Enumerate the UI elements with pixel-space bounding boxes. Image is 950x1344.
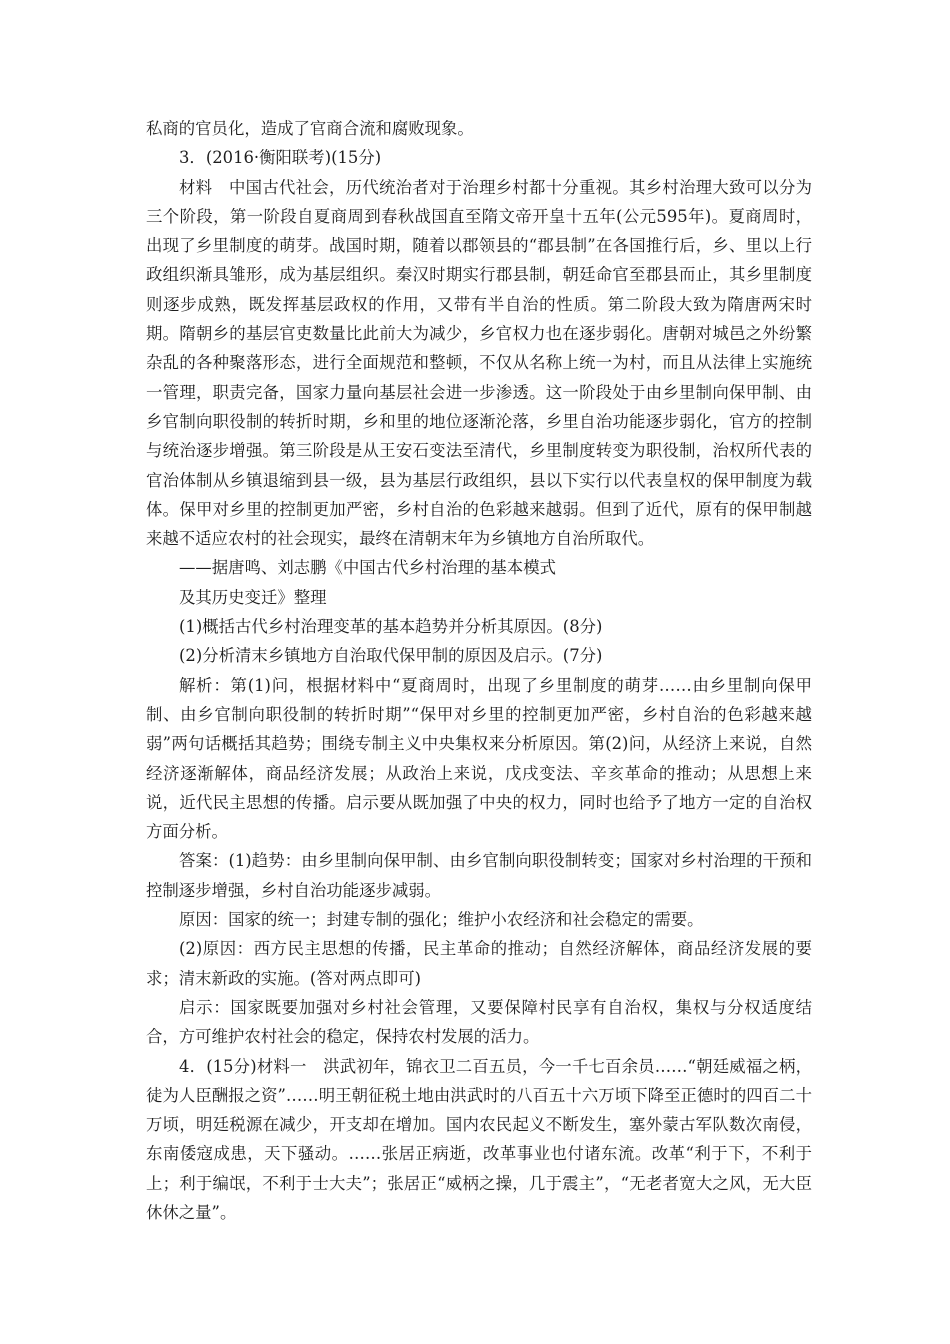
question-3-material: 材料 中国古代社会，历代统治者对于治理乡村都十分重视。其乡村治理大致可以分为三个阶段，第一阶段自夏商周到春秋战国直至隋文帝开皇十五年(公元595年)。夏商周时，出现了乡里制度的萌芽。战国时期，随着以郡领县的“郡县制”在各国推行后，乡、里以上行政组织渐具雏形，成为基层组织。秦汉时期实行郡县制，朝廷命官至郡县而止，其乡里制度则逐步成熟，既发挥基层政权的作用，又带有半自治的性质。第二阶段大致为隋唐两宋时期。隋朝乡的基层官吏数量比此前大为减少，乡官权力也在逐步弱化。唐朝对城邑之外纷繁杂乱的各种聚落形态，进行全面规范和整顿，不仅从名称上统一为村，而且从法律上实施统一管理，职责完备，国家力量向基层社会进一步渗透。这一阶段处于由乡里制向保甲制、由乡官制向职役制的转折时期，乡和里的地位逐渐沦落，乡里自治功能逐步弱化，官方的控制与统治逐步增强。第三阶段是从王安石变法至清代，乡里制度转变为职役制，治权所代表的官治体制从乡镇退缩到县一级，县为基层行政组织，县以下实行以代表皇权的保甲制度为载体。保甲对乡里的控制更加严密，乡村自治的色彩越来越弱。但到了近代，原有的保甲制越来越不适应农村的社会现实，最终在清朝末年为乡镇地方自治所取代。 [146, 177, 812, 549]
question-3-answer-2-insight: 启示：国家既要加强对乡村社会管理，又要保障村民享有自治权，集权与分权适度结合，方可维护农村社会的稳定，保持农村发展的活力。 [146, 997, 812, 1047]
question-3-answer-1-reason: 原因：国家的统一；封建专制的强化；维护小农经济和社会稳定的需要。 [179, 910, 704, 930]
question-3-source-line-2: 及其历史变迁》整理 [179, 587, 327, 607]
question-3-answer-2: (2)原因：西方民主思想的传播，民主革命的推动；自然经济解体，商品经济发展的要求；清末新政的实施。(答对两点即可) [146, 939, 812, 988]
document-page [146, 114, 812, 1227]
question-3-subquestion-2: (2)分析清末乡镇地方自治取代保甲制的原因及启示。(7分) [179, 646, 603, 666]
question-3-header: 3．(2016·衡阳联考)(15分) [179, 148, 382, 168]
question-4-material: 4．(15分)材料一 洪武初年，锦衣卫二百五员，今一千七百余员……“朝廷威福之柄，徒为人臣酬报之资”……明王朝征税土地由洪武时的八百五十六万顷下降至正德时的四百二十万顷，明廷税源在减少，开支却在增加。国内农民起义不断发生，塞外蒙古军队数次南侵，东南倭寇成患，天下骚动。……张居正病逝，改革事业也付诸东流。改革“利于下，不利于上；利于编氓，不利于士大夫”；张居正“威柄之操，几于震主”，“无老者宽大之风，无大臣休休之量”。 [146, 1056, 812, 1222]
paragraph-continuation: 私商的官员化，造成了官商合流和腐败现象。 [146, 119, 474, 138]
question-3-answer-1: 答案：(1)趋势：由乡里制向保甲制、由乡官制向职役制转变；国家对乡村治理的干预和控制逐步增强，乡村自治功能逐步减弱。 [146, 851, 812, 900]
question-3-analysis: 解析：第(1)问，根据材料中“夏商周时，出现了乡里制度的萌芽……由乡里制向保甲制、由乡官制向职役制的转折时期”“保甲对乡里的控制更加严密，乡村自治的色彩越来越弱”两句话概括其趋势；围绕专制主义中央集权来分析原因。第(2)问，从经济上来说，自然经济逐渐解体，商品经济发展；从政治上来说，戊戌变法、辛亥革命的推动；从思想上来说，近代民主思想的传播。启示要从既加强了中央的权力，同时也给予了地方一定的自治权方面分析。 [146, 675, 812, 842]
question-3-source-line-1: ——据唐鸣、刘志鹏《中国古代乡村治理的基本模式 [179, 558, 556, 578]
question-3-subquestion-1: (1)概括古代乡村治理变革的基本趋势并分析其原因。(8分) [179, 617, 603, 637]
